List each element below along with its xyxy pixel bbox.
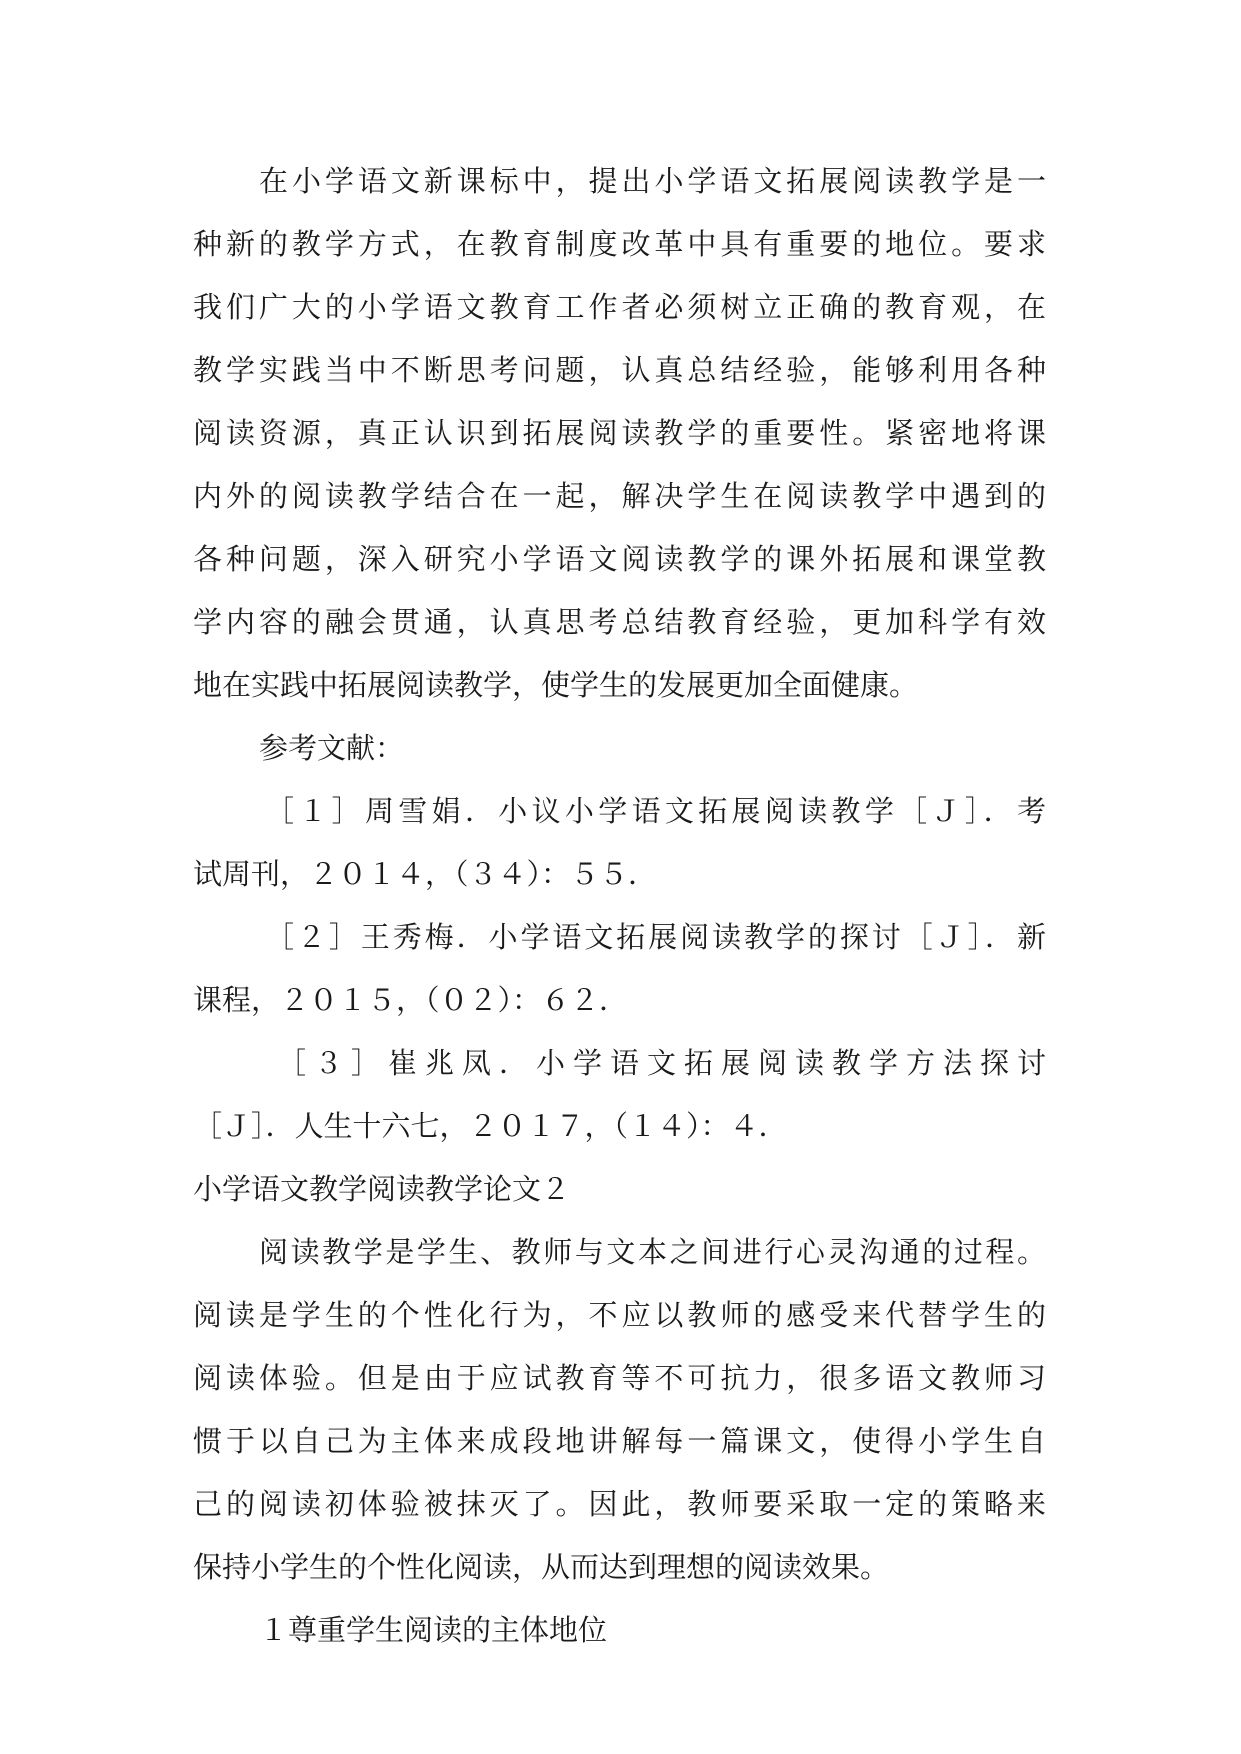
paragraph-line: 内外的阅读教学结合在一起，解决学生在阅读教学中遇到的 [193, 479, 1046, 513]
paragraph-line: 惯于以自己为主体来成段地讲解每一篇课文，使得小学生自 [193, 1424, 1046, 1458]
paragraph-reading-teaching [193, 1221, 1046, 1599]
reference-item-3 [193, 1032, 1046, 1158]
paragraph-line: 阅读是学生的个性化行为，不应以教师的感受来代替学生的 [193, 1298, 1046, 1332]
reference-line: 课程，２０１５，（０２）：６２． [193, 983, 629, 1017]
paragraph-line: 教学实践当中不断思考问题，认真总结经验，能够利用各种 [193, 353, 1046, 387]
reference-line: ［３］崔兆凤．小学语文拓展阅读教学方法探讨 [277, 1046, 1046, 1080]
paragraph-line: 在小学语文新课标中，提出小学语文拓展阅读教学是一 [259, 164, 1046, 198]
paragraph-line: 种新的教学方式，在教育制度改革中具有重要的地位。要求 [193, 227, 1046, 261]
paragraph-line: 各种问题，深入研究小学语文阅读教学的课外拓展和课堂教 [193, 542, 1046, 576]
section-title: 小学语文教学阅读教学论文２ [193, 1172, 571, 1206]
reference-line: ［Ｊ］．人生十六七，２０１７，（１４）：４． [193, 1109, 788, 1143]
paragraph-line: 学内容的融会贯通，认真思考总结教育经验，更加科学有效 [193, 605, 1046, 639]
paragraph-line: 保持小学生的个性化阅读，从而达到理想的阅读效果。 [193, 1550, 890, 1584]
paragraph-line: 己的阅读初体验被抹灭了。因此，教师要采取一定的策略来 [193, 1487, 1046, 1521]
document-body [193, 150, 1046, 1662]
paragraph-line: 阅读教学是学生、教师与文本之间进行心灵沟通的过程。 [259, 1235, 1046, 1269]
reference-line: ［１］周雪娟．小议小学语文拓展阅读教学［Ｊ］．考 [265, 794, 1046, 828]
reference-line: 试周刊，２０１４，（３４）：５５． [193, 857, 658, 891]
paragraph-line: 地在实践中拓展阅读教学，使学生的发展更加全面健康。 [193, 668, 919, 702]
paragraph-reading-expansion [193, 150, 1046, 717]
reference-line: ［２］王秀梅．小学语文拓展阅读教学的探讨［Ｊ］．新 [265, 920, 1046, 954]
paragraph-line: 阅读资源，真正认识到拓展阅读教学的重要性。紧密地将课 [193, 416, 1046, 450]
paragraph-line: 阅读体验。但是由于应试教育等不可抗力，很多语文教师习 [193, 1361, 1046, 1395]
paragraph-line: 我们广大的小学语文教育工作者必须树立正确的教育观，在 [193, 290, 1046, 324]
reference-item-1 [193, 780, 1046, 906]
subheading: １尊重学生阅读的主体地位 [259, 1613, 608, 1647]
reference-item-2 [193, 906, 1046, 1032]
references-heading: 参考文献： [259, 731, 405, 765]
